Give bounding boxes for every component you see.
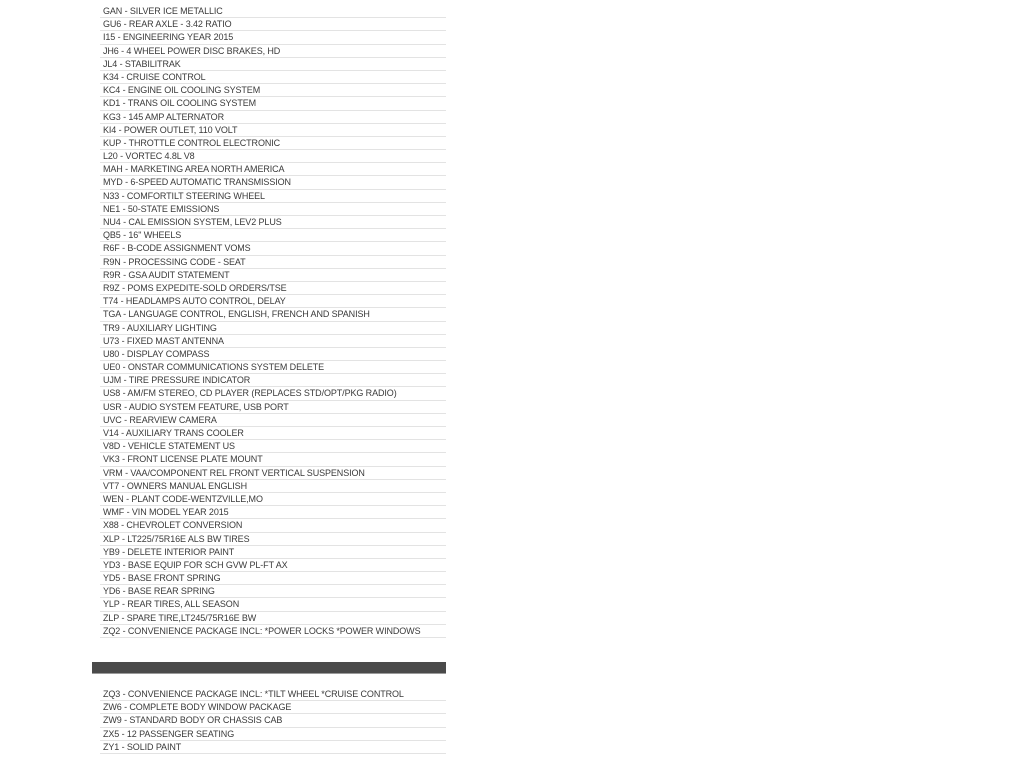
- list-item: ZQ2 - CONVENIENCE PACKAGE INCL: *POWER LOCKS *POWER WINDOWS: [100, 625, 446, 638]
- list-item: T74 - HEADLAMPS AUTO CONTROL, DELAY: [100, 295, 446, 308]
- section-divider-bar: [92, 662, 446, 674]
- list-item: UVC - REARVIEW CAMERA: [100, 414, 446, 427]
- list-item: VT7 - OWNERS MANUAL ENGLISH: [100, 480, 446, 493]
- list-item: K34 - CRUISE CONTROL: [100, 71, 446, 84]
- list-item: VK3 - FRONT LICENSE PLATE MOUNT: [100, 453, 446, 466]
- list-item: KC4 - ENGINE OIL COOLING SYSTEM: [100, 84, 446, 97]
- list-item: U73 - FIXED MAST ANTENNA: [100, 335, 446, 348]
- list-item: US8 - AM/FM STEREO, CD PLAYER (REPLACES STD/OPT/PKG RADIO): [100, 387, 446, 400]
- list-item: U80 - DISPLAY COMPASS: [100, 348, 446, 361]
- list-item: MAH - MARKETING AREA NORTH AMERICA: [100, 163, 446, 176]
- list-item: R9R - GSA AUDIT STATEMENT: [100, 269, 446, 282]
- list-item: V14 - AUXILIARY TRANS COOLER: [100, 427, 446, 440]
- list-item: ZY1 - SOLID PAINT: [100, 741, 446, 754]
- list-item: N33 - COMFORTILT STEERING WHEEL: [100, 190, 446, 203]
- list-item: WMF - VIN MODEL YEAR 2015: [100, 506, 446, 519]
- list-item: UE0 - ONSTAR COMMUNICATIONS SYSTEM DELETE: [100, 361, 446, 374]
- list-item: R9Z - POMS EXPEDITE-SOLD ORDERS/TSE: [100, 282, 446, 295]
- list-item: GU6 - REAR AXLE - 3.42 RATIO: [100, 18, 446, 31]
- list-item: ZQ3 - CONVENIENCE PACKAGE INCL: *TILT WHEEL *CRUISE CONTROL: [100, 688, 446, 701]
- list-item: JL4 - STABILITRAK: [100, 58, 446, 71]
- list-item: VRM - VAA/COMPONENT REL FRONT VERTICAL SUSPENSION: [100, 467, 446, 480]
- list-item: R6F - B-CODE ASSIGNMENT VOMS: [100, 242, 446, 255]
- list-item: I15 - ENGINEERING YEAR 2015: [100, 31, 446, 44]
- list-item: KI4 - POWER OUTLET, 110 VOLT: [100, 124, 446, 137]
- list-item: TGA - LANGUAGE CONTROL, ENGLISH, FRENCH AND SPANISH: [100, 308, 446, 321]
- list-item: ZW6 - COMPLETE BODY WINDOW PACKAGE: [100, 701, 446, 714]
- list-item: MYD - 6-SPEED AUTOMATIC TRANSMISSION: [100, 176, 446, 189]
- list-item: NE1 - 50-STATE EMISSIONS: [100, 203, 446, 216]
- list-item: KG3 - 145 AMP ALTERNATOR: [100, 111, 446, 124]
- list-item: NU4 - CAL EMISSION SYSTEM, LEV2 PLUS: [100, 216, 446, 229]
- list-item: WEN - PLANT CODE-WENTZVILLE,MO: [100, 493, 446, 506]
- list-item: R9N - PROCESSING CODE - SEAT: [100, 256, 446, 269]
- list-item: YD3 - BASE EQUIP FOR SCH GVW PL-FT AX: [100, 559, 446, 572]
- list-item: QB5 - 16" WHEELS: [100, 229, 446, 242]
- list-item: GAN - SILVER ICE METALLIC: [100, 5, 446, 18]
- list-item: KD1 - TRANS OIL COOLING SYSTEM: [100, 97, 446, 110]
- list-item: KUP - THROTTLE CONTROL ELECTRONIC: [100, 137, 446, 150]
- list-item: TR9 - AUXILIARY LIGHTING: [100, 322, 446, 335]
- list-item: UJM - TIRE PRESSURE INDICATOR: [100, 374, 446, 387]
- options-list-top: [100, 5, 446, 638]
- list-item: X88 - CHEVROLET CONVERSION: [100, 519, 446, 532]
- list-item: ZX5 - 12 PASSENGER SEATING: [100, 728, 446, 741]
- list-item: YD6 - BASE REAR SPRING: [100, 585, 446, 598]
- list-item: L20 - VORTEC 4.8L V8: [100, 150, 446, 163]
- list-item: USR - AUDIO SYSTEM FEATURE, USB PORT: [100, 401, 446, 414]
- list-item: YD5 - BASE FRONT SPRING: [100, 572, 446, 585]
- list-item: ZLP - SPARE TIRE,LT245/75R16E BW: [100, 612, 446, 625]
- list-item: V8D - VEHICLE STATEMENT US: [100, 440, 446, 453]
- list-item: JH6 - 4 WHEEL POWER DISC BRAKES, HD: [100, 45, 446, 58]
- list-item: YLP - REAR TIRES, ALL SEASON: [100, 598, 446, 611]
- list-item: ZW9 - STANDARD BODY OR CHASSIS CAB: [100, 714, 446, 727]
- list-item: YB9 - DELETE INTERIOR PAINT: [100, 546, 446, 559]
- list-item: XLP - LT225/75R16E ALS BW TIRES: [100, 533, 446, 546]
- options-list-bottom: [100, 688, 446, 754]
